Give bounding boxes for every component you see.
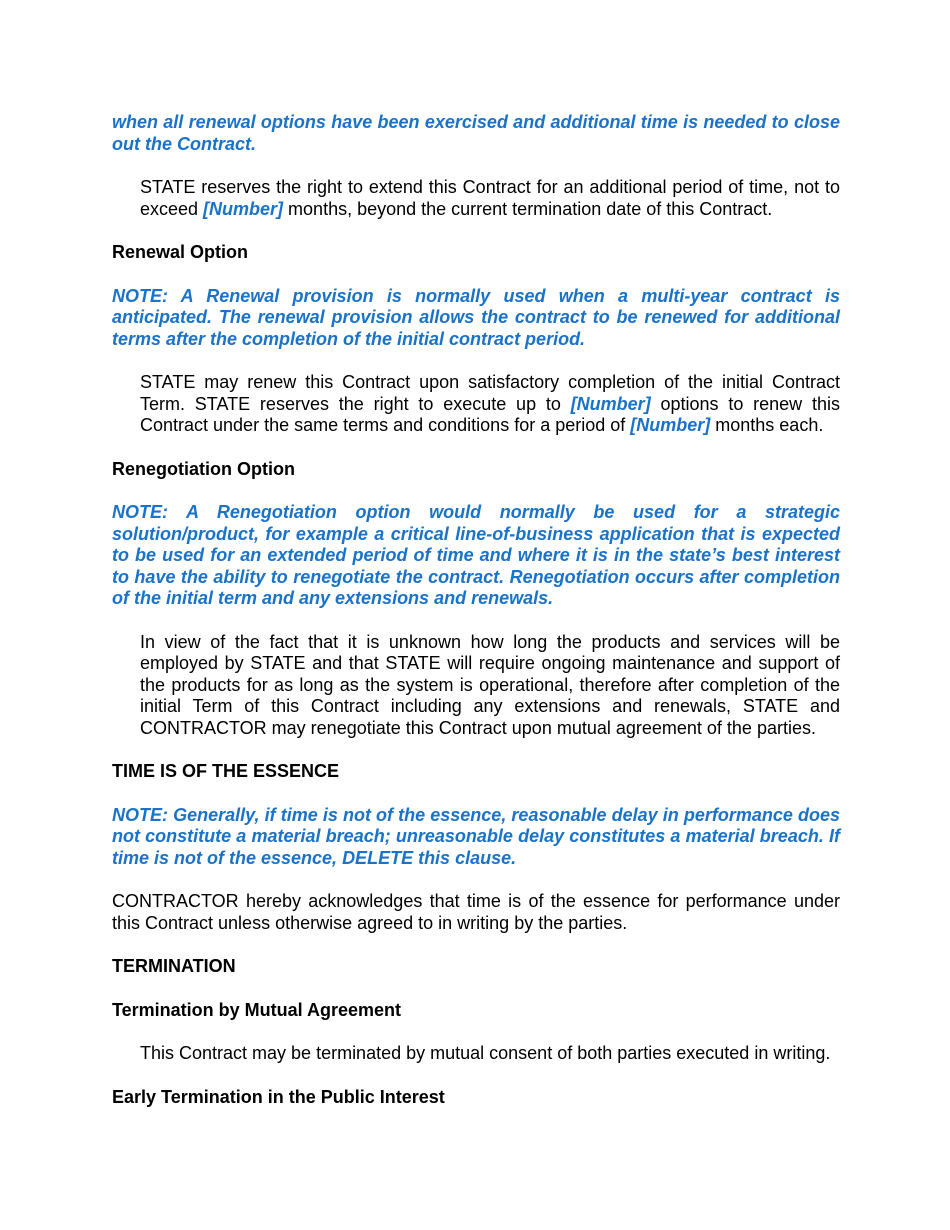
renewal-note: NOTE: A Renewal provision is normally used when a multi-year contract is anticipated. The renewal provision allows the contract to be renewed for additional terms after the completion of the initial contract period. bbox=[112, 285, 840, 349]
renewal-paragraph bbox=[140, 372, 840, 437]
renewal-placeholder-2: [Number] bbox=[630, 415, 711, 435]
termination-mutual-heading: Termination by Mutual Agreement bbox=[112, 999, 402, 1020]
renegotiation-paragraph: In view of the fact that it is unknown how long the products and services will be employed by STATE and that STATE will require ongoing maintenance and support of the products for as long as the system is operational, therefore after completion of the initial Term of this Contract including any extensions and renewals, STATE and CONTRACTOR may renegotiate this Contract upon mutual agreement of the parties. bbox=[140, 631, 840, 738]
extension-placeholder: [Number] bbox=[203, 198, 284, 219]
renewal-placeholder-1: [Number] bbox=[570, 393, 651, 414]
renewal-text-3: months each. bbox=[710, 415, 824, 435]
renegotiation-note: NOTE: A Renegotiation option would normally be used for a strategic solution/product, for example a critical line-of-business application that is expected to be used for an extended period of time and where it is in the state’s best interest to have the ability to renegotiate the contract. Renegotiation occurs after completion of the initial term and any extensions and renewals. bbox=[112, 502, 840, 608]
time-essence-heading: TIME IS OF THE ESSENCE bbox=[112, 761, 340, 781]
extension-text-1: STATE reserves the right to extend this Contract for an additional period of time, not to exceed bbox=[140, 177, 840, 219]
time-essence-note: NOTE: Generally, if time is not of the essence, reasonable delay in performance does not constitute a material breach; unreasonable delay constitutes a material breach. If time is not of the essence, DELETE this clause. bbox=[112, 804, 840, 868]
time-essence-paragraph: CONTRACTOR hereby acknowledges that time is of the essence for performance under this Contract unless otherwise agreed to in writing by the parties. bbox=[112, 891, 840, 933]
extension-text-2: months, beyond the current termination date of this Contract. bbox=[283, 198, 773, 219]
extension-note: when all renewal options have been exercised and additional time is needed to close out the Contract. bbox=[112, 112, 840, 154]
termination-heading: TERMINATION bbox=[112, 956, 236, 976]
renewal-heading: Renewal Option bbox=[112, 242, 249, 262]
renewal-text-2: options to renew this Contract under the same terms and conditions for a period of bbox=[140, 393, 840, 435]
document-page bbox=[112, 112, 840, 1130]
renewal-text-1: STATE may renew this Contract upon satisfactory completion of the initial Contract Term. STATE reserves the right to execute up to bbox=[140, 372, 840, 414]
renegotiation-heading: Renegotiation Option bbox=[112, 458, 295, 479]
termination-public-interest-heading: Early Termination in the Public Interest bbox=[112, 1086, 445, 1107]
termination-mutual-paragraph: This Contract may be terminated by mutual consent of both parties executed in writing. bbox=[140, 1043, 831, 1063]
extension-paragraph bbox=[140, 177, 840, 220]
